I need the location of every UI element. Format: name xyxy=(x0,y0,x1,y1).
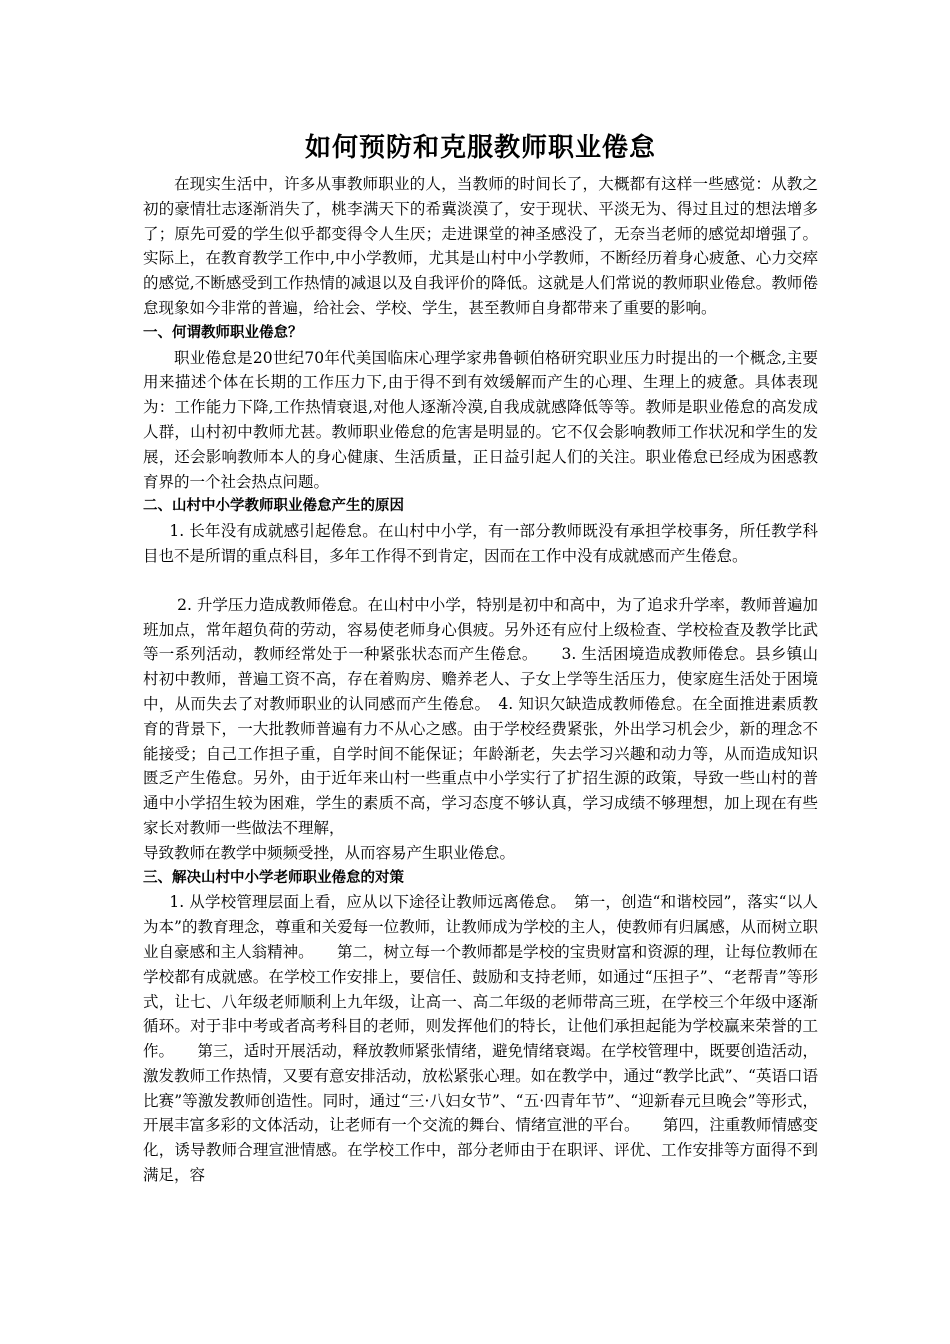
section-2-items-2-4: 2. 升学压力造成教师倦怠。在山村中小学，特别是初中和高中，为了追求升学率，教师普遍加班加点，常年超负荷的劳动，容易使老师身心俱疲。另外还有应付上级检查、学校检查及教学比武等一系列活动，教师经常处于一种紧张状态而产生倦怠。 3. 生活困境造成教师倦怠。县乡镇山村初中教师，普遍工资不高，存在着购房、赡养老人、子女上学等生活压力，使家庭生活处于困境中，从而失去了对教师职业的认同感而产生倦怠。 4. 知识欠缺造成教师倦怠。在全面推进素质教育的背景下，一大批教师普遍有力不从心之感。由于学校经费紧张，外出学习机会少，新的理念不能接受；自己工作担子重，自学时间不能保证；年龄渐老，失去学习兴趣和动力等，从而造成知识匮乏产生倦怠。另外，由于近年来山村一些重点中小学实行了扩招生源的政策，导致一些山村的普通中小学招生较为困难，学生的素质不高，学习态度不够认真，学习成绩不够理想，加上现在有些家长对教师一些做法不理解， xyxy=(143,595,818,837)
section-1-paragraph: 职业倦怠是20世纪70年代美国临床心理学家弗鲁顿伯格研究职业压力时提出的一个概念,主要用来描述个体在长期的工作压力下,由于得不到有效缓解而产生的心理、生理上的疲惫。具体表现为：工作能力下降,工作热情衰退,对他人逐渐冷漠,自我成就感降低等等。教师是职业倦怠的高发成人群，山村初中教师尤甚。教师职业倦怠的危害是明显的。它不仅会影响教师工作状况和学生的发展，还会影响教师本人的身心健康、生活质量，正日益引起人们的关注。职业倦怠已经成为困惑教育界的一个社会热点问题。 xyxy=(143,348,818,491)
section-3-paragraph: 1. 从学校管理层面上看，应从以下途径让教师远离倦怠。 第一，创造“和谐校园”，落实“以人为本”的教育理念，尊重和关爱每一位教师，让教师成为学校的主人，使教师有归属感，从而树立职业自豪感和主人翁精神。 第二，树立每一个教师都是学校的宝贵财富和资源的理，让每位教师在学校都有成就感。在学校工作安排上，要信任、鼓励和支持老师，如通过“压担子”、“老帮青”等形式，让七、八年级老师顺利上九年级，让高一、高二年级的老师带高三班，在学校三个年级中逐渐循环。对于非中考或者高考科目的老师，则发挥他们的特长，让他们承担起能为学校赢来荣誉的工作。 第三，适时开展活动，释放教师紧张情绪，避免情绪衰竭。在学校管理中，既要创造活动，激发教师工作热情，又要有意安排活动，放松紧张心理。如在教学中，通过“教学比武”、“英语口语比赛”等激发教师创造性。同时，通过“三·八妇女节”、“五·四青年节”、“迎新春元旦晚会”等形式，开展丰富多彩的文体活动，让老师有一个交流的舞台、情绪宣泄的平台。 第四，注重教师情感变化，诱导教师合理宣泄情感。在学校工作中，部分老师由于在职评、评优、工作安排等方面得不到满足，容 xyxy=(143,893,818,1185)
document-title: 如何预防和克服教师职业倦怠 xyxy=(304,133,656,163)
document-content xyxy=(143,130,818,1188)
section-3-heading: 三、解决山村中小学老师职业倦怠的对策 xyxy=(143,869,404,886)
intro-paragraph: 在现实生活中，许多从事教师职业的人，当教师的时间长了，大概都有这样一些感觉：从教之初的豪情壮志逐渐消失了，桃李满天下的希冀淡漠了，安于现状、平淡无为、得过且过的想法增多了；原先可爱的学生似乎都变得令人生厌；走进课堂的神圣感没了，无奈当老师的感觉却增强了。实际上，在教育教学工作中,中小学教师，尤其是山村中小学教师，不断经历着身心疲惫、心力交瘁的感觉,不断感受到工作热情的减退以及自我评价的降低。这就是人们常说的教师职业倦怠。教师倦怠现象如今非常的普遍，给社会、学校、学生，甚至教师自身都带来了重要的影响。 xyxy=(143,175,818,317)
section-2-item-1: 1. 长年没有成就感引起倦怠。在山村中小学，有一部分教师既没有承担学校事务，所任教学科目也不是所谓的重点科目，多年工作得不到肯定，因而在工作中没有成就感而产生倦怠。 xyxy=(143,522,818,565)
section-1-heading: 一、何谓教师职业倦怠？ xyxy=(143,324,303,341)
section-2-heading: 二、山村中小学教师职业倦怠产生的原因 xyxy=(143,498,404,515)
paragraph-spacer xyxy=(143,569,818,593)
section-2-closing-line: 导致教师在教学中频频受挫，从而容易产生职业倦怠。 xyxy=(143,843,516,862)
